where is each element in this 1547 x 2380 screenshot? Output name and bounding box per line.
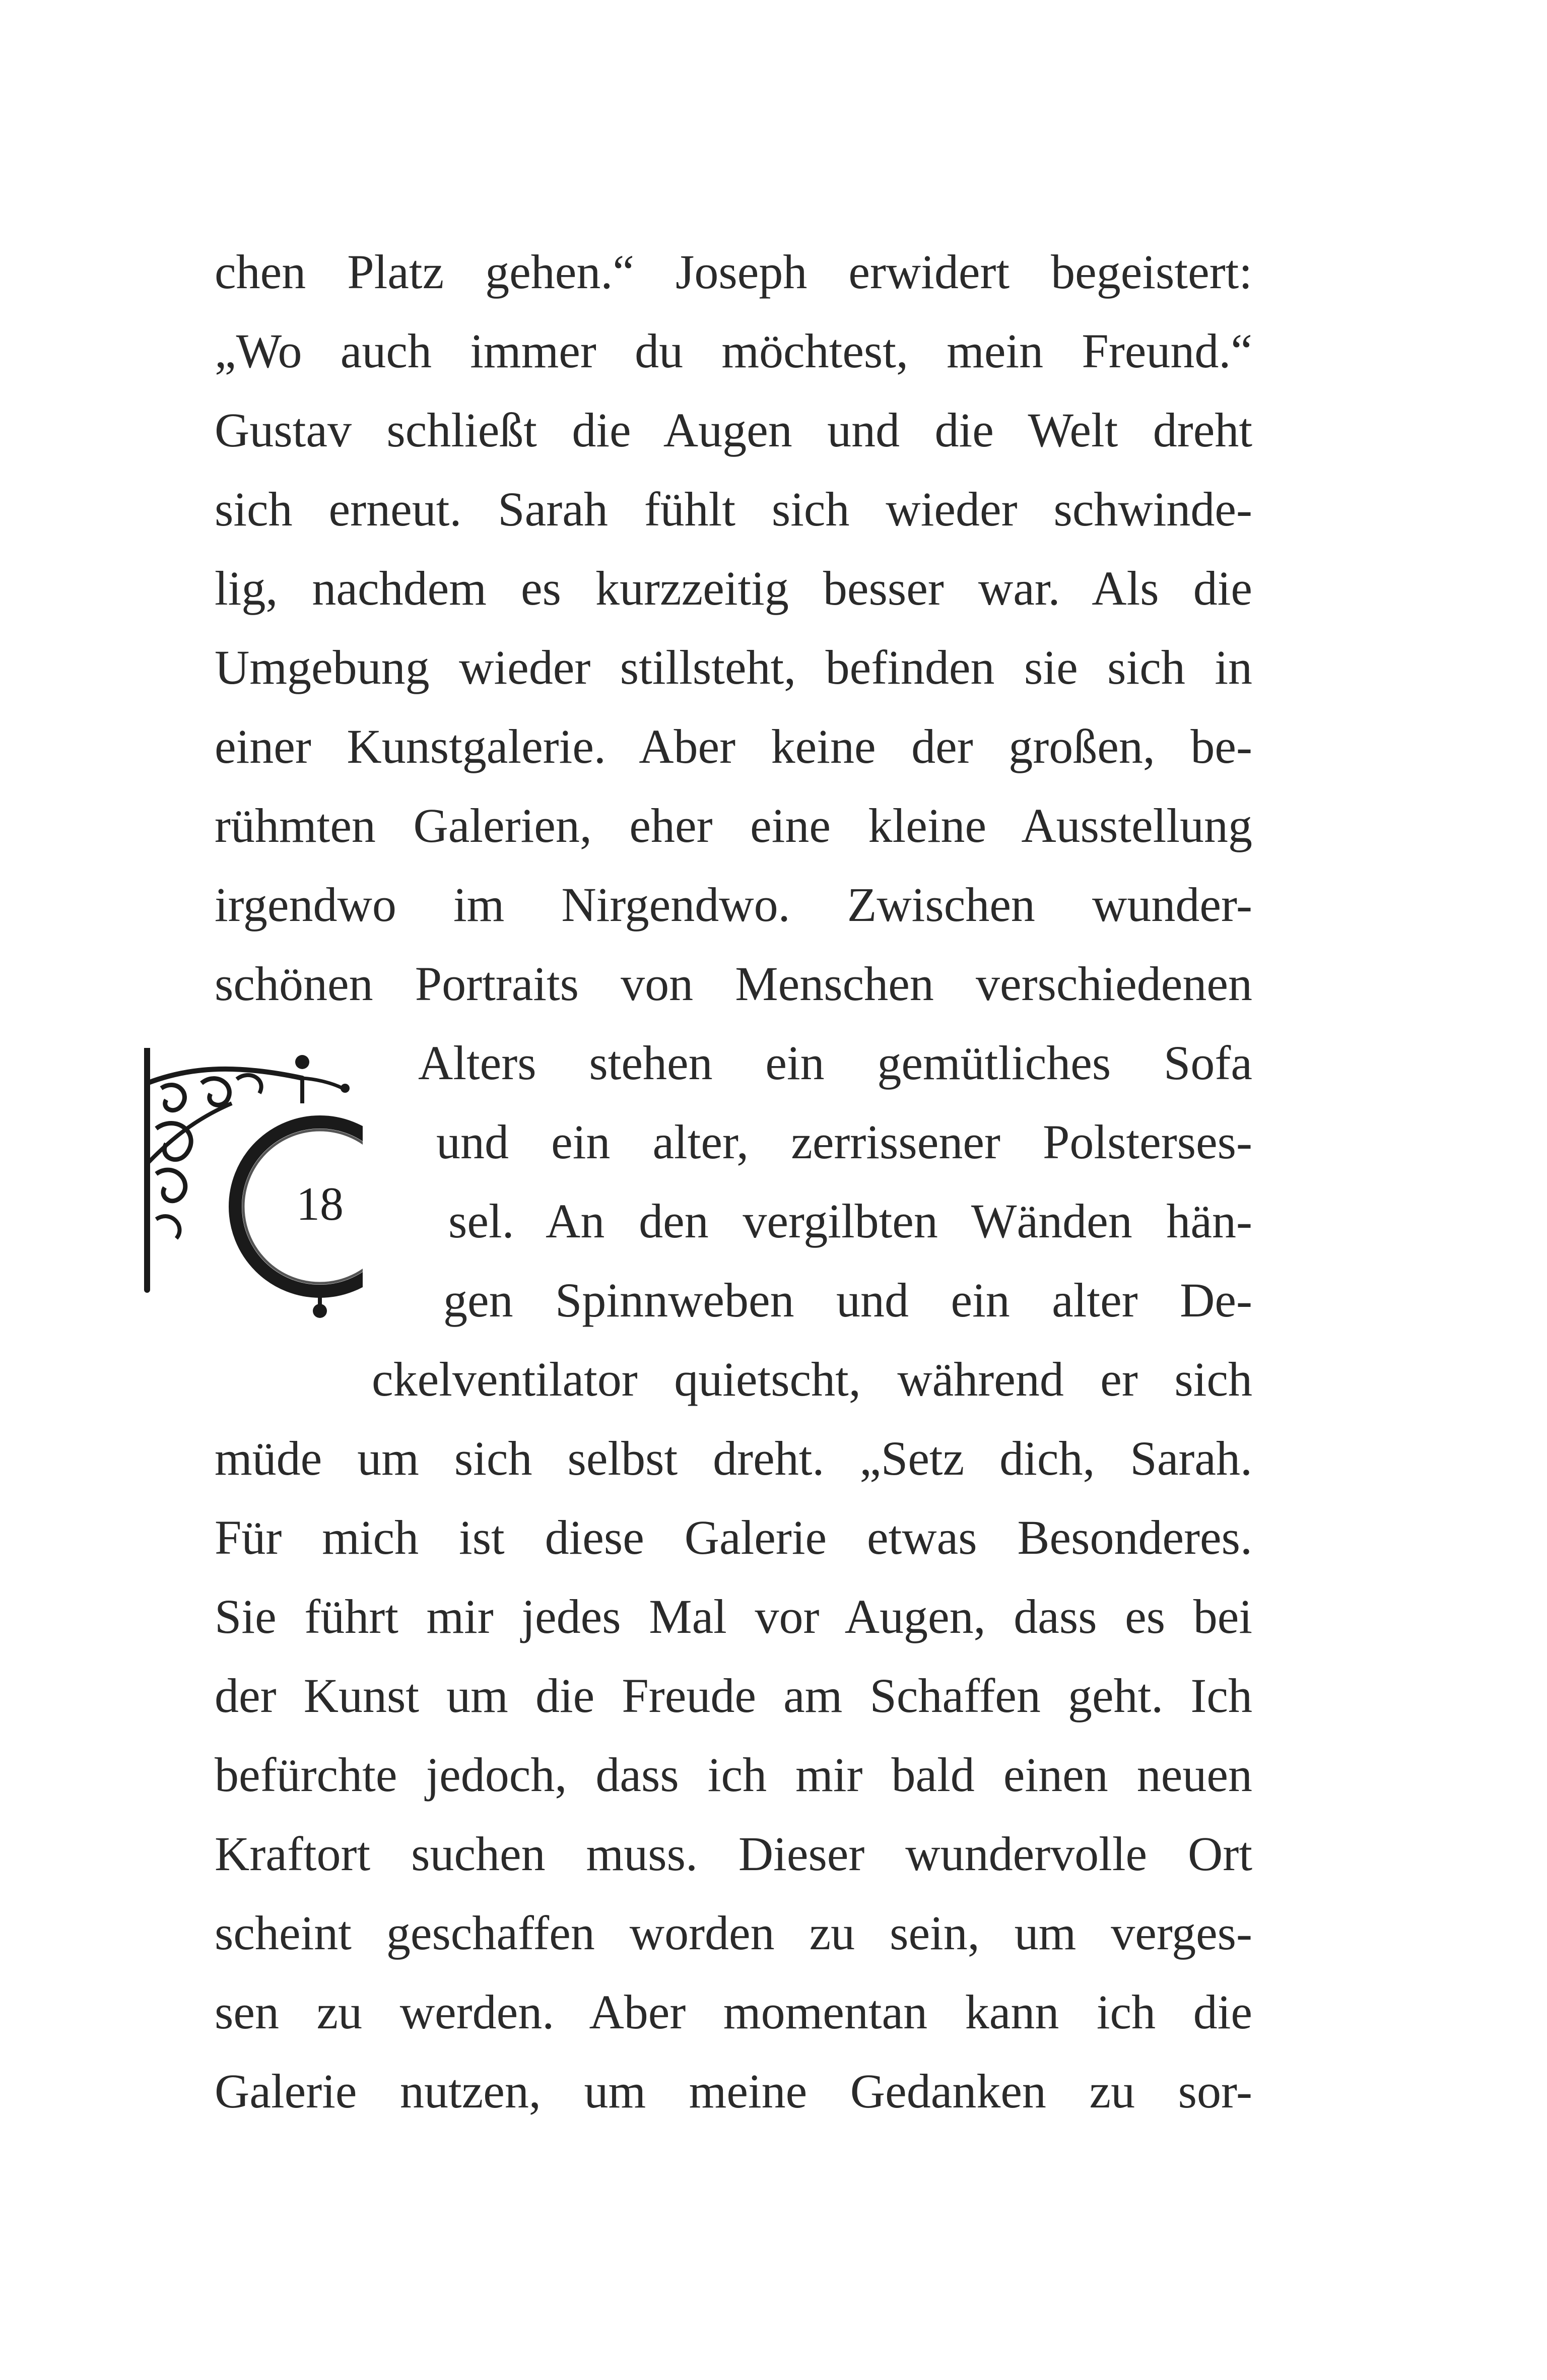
text-line-21: Kraftort suchen muss. Dieser wundervolle Ort bbox=[215, 1827, 1252, 1881]
text-line-5: lig, nachdem es kurzzeitig besser war. Als die bbox=[215, 561, 1252, 615]
text-line-6: Umgebung wieder stillsteht, befinden sie sich in bbox=[215, 640, 1252, 694]
text-line-19: der Kunst um die Freude am Schaffen geht. Ich bbox=[215, 1669, 1252, 1723]
text-line-20: befürchte jedoch, dass ich mir bald einen neuen bbox=[215, 1748, 1252, 1802]
text-line-2: „Wo auch immer du möchtest, mein Freund.“ bbox=[215, 324, 1252, 378]
text-line-11: Alters stehen ein gemütliches Sofa bbox=[418, 1036, 1252, 1090]
text-line-15: ckelventilator quietscht, während er sich bbox=[372, 1352, 1252, 1406]
text-line-18: Sie führt mir jedes Mal vor Augen, dass es bei bbox=[215, 1590, 1252, 1643]
text-line-16: müde um sich selbst dreht. „Setz dich, Sarah. bbox=[215, 1431, 1252, 1485]
text-line-14: gen Spinnweben und ein alter De- bbox=[443, 1273, 1252, 1327]
text-line-22: scheint geschaffen worden zu sein, um verges- bbox=[215, 1906, 1252, 1960]
text-line-1: chen Platz gehen.“ Joseph erwidert begeistert: bbox=[215, 245, 1252, 299]
text-line-4: sich erneut. Sarah fühlt sich wieder schwinde- bbox=[215, 482, 1252, 536]
text-line-23: sen zu werden. Aber momentan kann ich die bbox=[215, 1985, 1252, 2039]
text-line-13: sel. An den vergilbten Wänden hän- bbox=[448, 1194, 1252, 1248]
text-line-17: Für mich ist diese Galerie etwas Besonderes. bbox=[215, 1510, 1252, 1564]
text-line-10: schönen Portraits von Menschen verschiedenen bbox=[215, 957, 1252, 1011]
page-number: 18 bbox=[296, 1178, 344, 1230]
text-line-3: Gustav schließt die Augen und die Welt dreht bbox=[215, 403, 1252, 457]
text-line-9: irgendwo im Nirgendwo. Zwischen wunder- bbox=[215, 878, 1252, 932]
text-line-7: einer Kunstgalerie. Aber keine der großen, be- bbox=[215, 719, 1252, 773]
text-line-8: rühmten Galerien, eher eine kleine Ausstellung bbox=[215, 799, 1252, 852]
text-line-24: Galerie nutzen, um meine Gedanken zu sor- bbox=[215, 2064, 1252, 2118]
text-line-12: und ein alter, zerrissener Polsterses- bbox=[436, 1115, 1252, 1169]
